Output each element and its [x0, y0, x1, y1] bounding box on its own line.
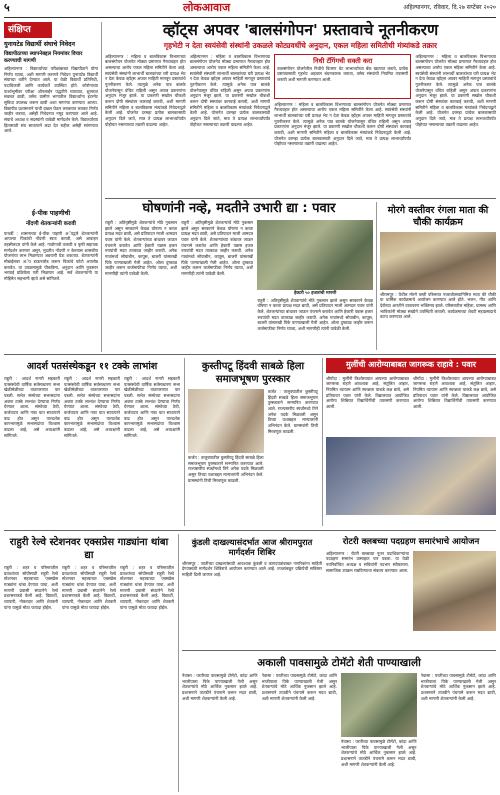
ghoshana-body-col2: राहुरी : अतिवृष्टीमुळे शेतकऱ्यांचे मोठे नुकसान झाले असून सरकारने केवळ घोषणा न करता प्रत्यक्ष मदत द्यावी, असे प्रतिपादन माजी आमदार पवार यांनी केले. शेतकऱ्यांच्या बांधावर जाऊन पंचनामे करावेत आणि हेक्टरी पन्नास हजार रुपयांची मदत तात्काळ जाहीर करावी. अनेक गावांमध्ये सोयाबीन, कापूस, बाजरी यांसारखी पिके पाण्याखाली गेली आहेत. ओला दुष्काळ जाहीर करून कर्जमाफीचा निर्णय घ्यावा, अशी मागणीही त्यांनी यावेळी केली.	[181, 219, 254, 276]
kustipatu-story	[188, 358, 318, 521]
adarsh-story	[4, 358, 180, 518]
lead-body-col3: अहिल्यानगर : महिला व बालविकास विभागाच्या बालसंगोपन योजनेत मोठ्या प्रमाणात गैरव्यवहार होत असल्याचा आरोप एकल महिला समितीने केला आहे. स्वयंसेवी संस्थांनी लाभार्थी बालकांच्या घरी प्रत्यक्ष भेट न देता केवळ व्हॉट्स अपवर माहिती मागवून प्रस्तावांचे नूतनीकरण केले. त्यामुळे अनेक पात्र बालके योजनेपासून वंचित राहिली असून अपात्र प्रकरणांना अनुदान मंजूर झाले. या प्रकरणी सखोल चौकशी करून दोषी संस्थांवर कारवाई करावी, अशी मागणी समितीने महिला व बालविकास मंत्र्यांकडे निवेदनाद्वारे केली आहे. योजनेत दरमहा प्रत्येक बालकासाठी अनुदान दिले जाते, मात्र ते प्रत्यक्ष लाभार्थ्यांपर्यंत पोहोचत नसल्याच्या तक्रारी वाढल्या आहेत.	[274, 101, 412, 147]
kundali-headline: कुंडली दाखल्यासंदर्भात आज श्रीरामपुरात मार्गदर्शन शिबिर	[191, 537, 313, 558]
kustipatu-body-a: कर्जत : तालुक्यातील कुस्तीपटू हिंदवी साबळे हिला समाजभूषण पुरस्काराने सन्मानित करण्यात आले. राज्यस्तरीय स्पर्धांमध्ये तिने अनेक पदके मिळवली असून तिच्या यशाबद्दल मान्यवरांनी अभिनंदन केले. ग्रामस्थांनी तिची मिरवणूक काढली.	[188, 455, 264, 483]
mulinchi-band-headline: मुलींची आरोग्याबाबत जागरूक राहावे : पवार	[326, 358, 496, 373]
ghoshana-story	[105, 202, 373, 344]
rotary-body-col1: अहिल्यानगर : रोटरी क्लबच्या नूतन पदाधिकाऱ्यांचा पदग्रहण समारंभ उत्साहात पार पडला. या वेळी नवनिर्वाचित अध्यक्ष व सचिवांनी पदभार स्वीकारला. सामाजिक उपक्रम राबविण्याचा संकल्प करण्यात आला.	[326, 550, 409, 573]
rahuri-headline: राहुरी रेल्वे स्टेशनवर एक्सप्रेस गाड्यांना थांबा द्या	[9, 537, 169, 561]
mata-chowki-photo	[380, 232, 496, 290]
mulinchi-story	[326, 358, 496, 515]
lead-story	[105, 22, 496, 170]
akalo-story	[182, 654, 496, 791]
morge-story	[380, 202, 496, 352]
box-title: निधी टॅगिंगची सक्ती करा	[313, 56, 373, 65]
mulinchi-body-col2: श्रीगोंदा : मुलींनी किशोरवयात आपल्या आरोग्याबाबत जागरूक राहणे आवश्यक आहे, संतुलित आहार, नियमित व्यायाम आणि स्वच्छता याकडे लक्ष द्यावे, असे प्रतिपादन पवार यांनी केले. विद्यालयात आयोजित आरोग्य शिबिरात विद्यार्थिनींची तपासणी करण्यात आली.	[413, 375, 496, 410]
edition-date: अहिल्यानगर, रविवार, दि.२७ सप्टेंबर २०२०	[403, 4, 496, 12]
flood-field-photo	[257, 220, 373, 290]
box-body: बालसंगोपन योजनेतील निधीचे वितरण थेट लाभार्थ्यांच्या बँक खात्यात करावे, प्रत्येक प्रस्तावासाठी गृहभेट अहवाल बंधनकारक करावा, तसेच संस्थांची नियमित तपासणी करावी अशी मागणी करण्यात आली.	[277, 65, 409, 82]
rahuri-body-col1: राहुरी : शहर व परिसरातील प्रवाशांच्या सोयीसाठी राहुरी रेल्वे स्टेशनवर महत्त्वाच्या एक्सप्रेस गाड्यांना थांबा देण्यात यावा, अशी मागणी प्रवासी संघटनेने रेल्वे प्रशासनाकडे केली आहे. विद्यार्थी, व्यापारी, नोकरदार आणि शेतकरी यांना यामुळे मोठा फायदा होईल.	[4, 565, 58, 610]
tomato-field-photo	[341, 673, 417, 737]
lead-body-col4: अहिल्यानगर : महिला व बालविकास विभागाच्या बालसंगोपन योजनेत मोठ्या प्रमाणात गैरव्यवहार होत असल्याचा आरोप एकल महिला समितीने केला आहे. स्वयंसेवी संस्थांनी लाभार्थी बालकांच्या घरी प्रत्यक्ष भेट न देता केवळ व्हॉट्स अपवर माहिती मागवून प्रस्तावांचे नूतनीकरण केले. त्यामुळे अनेक पात्र बालके योजनेपासून वंचित राहिली असून अपात्र प्रकरणांना अनुदान मंजूर झाले. या प्रकरणी सखोल चौकशी करून दोषी संस्थांवर कारवाई करावी, अशी मागणी समितीने महिला व बालविकास मंत्र्यांकडे निवेदनाद्वारे केली आहे. योजनेत दरमहा प्रत्येक बालकासाठी अनुदान दिले जाते, मात्र ते प्रत्यक्ष लाभार्थ्यांपर्यंत पोहोचत नसल्याच्या तक्रारी वाढल्या आहेत.	[415, 53, 496, 127]
brief2-body: पाथर्डी : शासनाच्या ई-पीक पाहणी अॅपद्वारे शेतकऱ्यांनी आपल्या पिकांची नोंदणी स्वतः करावी, असे आवाहन तहसीलदार यांनी केले आहे. गावोगावी तलाठी व कृषी सहायक मार्गदर्शन करणार असून, मुदतीत नोंदणी न केल्यास शासकीय योजनांचा लाभ मिळण्यात अडचणी येऊ शकतात. शेतकऱ्यांनी मोबाईलवर अॅप डाऊनलोड करून पिकांचे फोटो अपलोड करावेत. या उपक्रमामुळे पीकविमा, अनुदान आणि नुकसान भरपाई प्रक्रियेला गती मिळणार आहे. सर्व शेतकऱ्यांनी या मोहिमेत सहभागी व्हावे असे सांगितले.	[4, 230, 98, 281]
brief-label: संक्षिप्त	[4, 22, 52, 38]
kustipatu-body-b: कर्जत : तालुक्यातील कुस्तीपटू हिंदवी साबळे हिला समाजभूषण पुरस्काराने सन्मानित करण्यात आले. राज्यस्तरीय स्पर्धांमध्ये तिने अनेक पदके मिळवली असून तिच्या यशाबद्दल मान्यवरांनी अभिनंदन केले. ग्रामस्थांनी तिची मिरवणूक काढली.	[267, 389, 318, 434]
rotary-photo	[413, 551, 496, 631]
health-camp-photo	[326, 437, 496, 515]
kustipatu-headline: कुस्तीपटू हिंदवी साबळे हिला समाजभूषण पुरस्कार	[201, 361, 305, 385]
akalo-body-col3: नेवासा : परतीच्या पावसामुळे टोमॅटो, कांदा आणि भाजीपाला पिके पाण्याखाली गेली असून शेतकऱ्यांचे मोठे आर्थिक नुकसान झाले आहे. प्रशासनाने तातडीने पंचनामे करून मदत द्यावी, अशी मागणी शेतकऱ्यांनी केली आहे.	[341, 739, 417, 767]
ghoshana-body-col3: राहुरी : अतिवृष्टीमुळे शेतकऱ्यांचे मोठे नुकसान झाले असून सरकारने केवळ घोषणा न करता प्रत्यक्ष मदत द्यावी, असे प्रतिपादन माजी आमदार पवार यांनी केले. शेतकऱ्यांच्या बांधावर जाऊन पंचनामे करावेत आणि हेक्टरी पन्नास हजार रुपयांची मदत तात्काळ जाहीर करावी. अनेक गावांमध्ये सोयाबीन, कापूस, बाजरी यांसारखी पिके पाण्याखाली गेली आहेत. ओला दुष्काळ जाहीर करून कर्जमाफीचा निर्णय घ्यावा, अशी मागणीही त्यांनी यावेळी केली.	[257, 297, 373, 332]
brief1-sub: विद्यापीठाच्या स्थापनेबद्दल नियमांवर विचार करण्याची मागणी	[4, 51, 83, 64]
akalo-body-col2: नेवासा : परतीच्या पावसामुळे टोमॅटो, कांदा आणि भाजीपाला पिके पाण्याखाली गेली असून शेतकऱ्यांचे मोठे आर्थिक नुकसान झाले आहे. प्रशासनाने तातडीने पंचनामे करून मदत द्यावी, अशी मागणी शेतकऱ्यांनी केली आहे.	[261, 673, 337, 701]
mulinchi-body-col1: श्रीगोंदा : मुलींनी किशोरवयात आपल्या आरोग्याबाबत जागरूक राहणे आवश्यक आहे, संतुलित आहार, नियमित व्यायाम आणि स्वच्छता याकडे लक्ष द्यावे, असे प्रतिपादन पवार यांनी केले. विद्यालयात आयोजित आरोग्य शिबिरात विद्यार्थिनींची तपासणी करण्यात आली.	[326, 375, 409, 410]
rahuri-body-col3: राहुरी : शहर व परिसरातील प्रवाशांच्या सोयीसाठी राहुरी रेल्वे स्टेशनवर महत्त्वाच्या एक्सप्रेस गाड्यांना थांबा देण्यात यावा, अशी मागणी प्रवासी संघटनेने रेल्वे प्रशासनाकडे केली आहे. विद्यार्थी, व्यापारी, नोकरदार आणि शेतकरी यांना यामुळे मोठा फायदा होईल.	[120, 565, 174, 610]
morge-headline: मोरगे वस्तीवर रंगला माता की चौकी कार्यक्रम	[387, 205, 489, 228]
kundali-body: श्रीरामपूर : जातीच्या दाखल्यांसाठी आवश्यक कुंडली व कागदपत्रांबाबत नागरिकांना माहिती देण्यासाठी मार्गदर्शन शिबिराचे आयोजन करण्यात आले आहे. तज्ज्ञांकडून प्रक्रियेची सविस्तर माहिती दिली जाणार आहे.	[182, 560, 322, 577]
adarsh-body-col1: राहुरी : आदर्श नागरी सहकारी पतसंस्थेची वार्षिक सर्वसाधारण सभा खेळीमेळीच्या वातावरणात पार पडली. सभेत संस्थेच्या सभासदांना अकरा टक्के लाभांश देण्याचा निर्णय घेण्यात आला. संस्थेच्या ठेवी, कर्जवाटप आणि नफा यात सातत्याने वाढ होत असून पारदर्शक कारभारामुळे सभासदांचा विश्वास वाढला आहे, असे अध्यक्षांनी सांगितले.	[4, 375, 60, 438]
akalo-body-col4: नेवासा : परतीच्या पावसामुळे टोमॅटो, कांदा आणि भाजीपाला पिके पाण्याखाली गेली असून शेतकऱ्यांचे मोठे आर्थिक नुकसान झाले आहे. प्रशासनाने तातडीने पंचनामे करून मदत द्यावी, अशी मागणी शेतकऱ्यांनी केली आहे.	[420, 673, 496, 701]
ghoshana-body-col1: राहुरी : अतिवृष्टीमुळे शेतकऱ्यांचे मोठे नुकसान झाले असून सरकारने केवळ घोषणा न करता प्रत्यक्ष मदत द्यावी, असे प्रतिपादन माजी आमदार पवार यांनी केले. शेतकऱ्यांच्या बांधावर जाऊन पंचनामे करावेत आणि हेक्टरी पन्नास हजार रुपयांची मदत तात्काळ जाहीर करावी. अनेक गावांमध्ये सोयाबीन, कापूस, बाजरी यांसारखी पिके पाण्याखाली गेली आहेत. ओला दुष्काळ जाहीर करून कर्जमाफीचा निर्णय घ्यावा, अशी मागणीही त्यांनी यावेळी केली.	[105, 219, 178, 276]
lead-side-box	[274, 54, 411, 99]
lead-subheadline: गृहभेटी न देता स्वयंसेवी संस्थांनी उकळले कोट्यवधींचे अनुदान, एकल महिला समितीची मंत्र्यांकडे तक्रार	[163, 40, 438, 50]
rotary-story	[326, 534, 496, 631]
ghoshana-headline: घोषणांनी नव्हे, मदतीने उभारी द्या : पवार	[142, 201, 336, 216]
lead-headline: व्हॉट्स अपवर 'बालसंगोपन' प्रस्तावाचे नूतनीकरण	[162, 21, 439, 39]
brief2-sub: नोंदणी शेतकऱ्यांनी करावी	[26, 220, 76, 227]
lead-body-col1: अहिल्यानगर : महिला व बालविकास विभागाच्या बालसंगोपन योजनेत मोठ्या प्रमाणात गैरव्यवहार होत असल्याचा आरोप एकल महिला समितीने केला आहे. स्वयंसेवी संस्थांनी लाभार्थी बालकांच्या घरी प्रत्यक्ष भेट न देता केवळ व्हॉट्स अपवर माहिती मागवून प्रस्तावांचे नूतनीकरण केले. त्यामुळे अनेक पात्र बालके योजनेपासून वंचित राहिली असून अपात्र प्रकरणांना अनुदान मंजूर झाले. या प्रकरणी सखोल चौकशी करून दोषी संस्थांवर कारवाई करावी, अशी मागणी समितीने महिला व बालविकास मंत्र्यांकडे निवेदनाद्वारे केली आहे. योजनेत दरमहा प्रत्येक बालकासाठी अनुदान दिले जाते, मात्र ते प्रत्यक्ष लाभार्थ्यांपर्यंत पोहोचत नसल्याच्या तक्रारी वाढल्या आहेत.	[105, 53, 186, 127]
kundali-story	[182, 534, 322, 643]
morge-body: श्रीरामपूर : येथील मोरगे वस्ती परिसरात नवरात्रोत्सवानिमित्त माता की चौकी या धार्मिक कार्यक्रमाचे आयोजन करण्यात आले होते. भजन, गीत आणि देवीच्या आरतीने वातावरण भक्तिमय झाले. परिसरातील महिला, ग्रामस्थ आणि भाविकांनी मोठ्या संख्येने उपस्थिती लावली. कार्यक्रमाच्या शेवटी महाप्रसादाचे वाटप करण्यात आले.	[380, 291, 496, 320]
akalo-headline: अकाली पावसामुळे टोमॅटो शेती पाण्याखाली	[257, 657, 421, 669]
rahuri-body-col2: राहुरी : शहर व परिसरातील प्रवाशांच्या सोयीसाठी राहुरी रेल्वे स्टेशनवर महत्त्वाच्या एक्सप्रेस गाड्यांना थांबा देण्यात यावा, अशी मागणी प्रवासी संघटनेने रेल्वे प्रशासनाकडे केली आहे. विद्यार्थी, व्यापारी, नोकरदार आणि शेतकरी यांना यामुळे मोठा फायदा होईल.	[62, 565, 116, 610]
rotary-headline: रोटरी क्लबच्या पदग्रहण समारंभाचे आयोजन	[342, 537, 480, 547]
page-number: ५	[4, 1, 10, 15]
rahuri-story	[4, 534, 174, 791]
award-photo	[188, 389, 264, 453]
brief-sidebar	[4, 22, 102, 352]
adarsh-headline: आदर्श पतसंस्थेकडून ११ टक्के लाभांश	[26, 361, 158, 372]
lead-body-col2: अहिल्यानगर : महिला व बालविकास विभागाच्या बालसंगोपन योजनेत मोठ्या प्रमाणात गैरव्यवहार होत असल्याचा आरोप एकल महिला समितीने केला आहे. स्वयंसेवी संस्थांनी लाभार्थी बालकांच्या घरी प्रत्यक्ष भेट न देता केवळ व्हॉट्स अपवर माहिती मागवून प्रस्तावांचे नूतनीकरण केले. त्यामुळे अनेक पात्र बालके योजनेपासून वंचित राहिली असून अपात्र प्रकरणांना अनुदान मंजूर झाले. या प्रकरणी सखोल चौकशी करून दोषी संस्थांवर कारवाई करावी, अशी मागणी समितीने महिला व बालविकास मंत्र्यांकडे निवेदनाद्वारे केली आहे. योजनेत दरमहा प्रत्येक बालकासाठी अनुदान दिले जाते, मात्र ते प्रत्यक्ष लाभार्थ्यांपर्यंत पोहोचत नसल्याच्या तक्रारी वाढल्या आहेत.	[189, 53, 271, 127]
akalo-body-col1: नेवासा : परतीच्या पावसामुळे टोमॅटो, कांदा आणि भाजीपाला पिके पाण्याखाली गेली असून शेतकऱ्यांचे मोठे आर्थिक नुकसान झाले आहे. प्रशासनाने तातडीने पंचनामे करून मदत द्यावी, अशी मागणी शेतकऱ्यांनी केली आहे.	[182, 673, 258, 701]
masthead	[4, 0, 496, 18]
adarsh-body-col2: राहुरी : आदर्श नागरी सहकारी पतसंस्थेची वार्षिक सर्वसाधारण सभा खेळीमेळीच्या वातावरणात पार पडली. सभेत संस्थेच्या सभासदांना अकरा टक्के लाभांश देण्याचा निर्णय घेण्यात आला. संस्थेच्या ठेवी, कर्जवाटप आणि नफा यात सातत्याने वाढ होत असून पारदर्शक कारभारामुळे सभासदांचा विश्वास वाढला आहे, असे अध्यक्षांनी सांगितले.	[64, 375, 120, 438]
brief2-headline: ई-पीक पाहणीची	[31, 210, 71, 217]
ghoshana-caption: हेक्टरी ५० हजारांची मागणी	[294, 290, 337, 296]
brief1-headline: युनायटेड विद्यार्थी संघाचे निवेदन	[4, 41, 76, 49]
brief1-body: अहिल्यानगर : विद्यार्थ्यांच्या परीक्षांबाबत विद्यापीठाने योग्य निर्णय घ्यावा, अशी मागणी करणारे निवेदन युनायटेड विद्यार्थी संघाच्या वतीने देण्यात आले. या वेळी विद्यार्थी प्रतिनिधी, पदाधिकारी आणि कार्यकर्ते उपस्थित होते. कोरोनाच्या पार्श्वभूमीवर परीक्षा ऑनलाईन पद्धतीने घ्याव्यात, शुल्कात सवलत द्यावी, तसेच ग्रामीण भागातील विद्यार्थ्यांना इंटरनेट सुविधा उपलब्ध करून द्यावी अशा मागण्या करण्यात आल्या. विद्यापीठ प्रशासनाने याची दखल घेऊन लवकरात लवकर निर्णय जाहीर करावा, असेही निवेदनात नमूद करण्यात आले आहे. संघाचे अध्यक्ष व सदस्यांनी यावेळी मार्गदर्शन केले. विद्यार्थ्यांच्या हितासाठी संघ सातत्याने लढा देत राहील असेही सांगण्यात आले.	[4, 66, 98, 134]
newspaper-logo: लोकआवाज	[183, 1, 231, 15]
adarsh-body-col3: राहुरी : आदर्श नागरी सहकारी पतसंस्थेची वार्षिक सर्वसाधारण सभा खेळीमेळीच्या वातावरणात पार पडली. सभेत संस्थेच्या सभासदांना अकरा टक्के लाभांश देण्याचा निर्णय घेण्यात आला. संस्थेच्या ठेवी, कर्जवाटप आणि नफा यात सातत्याने वाढ होत असून पारदर्शक कारभारामुळे सभासदांचा विश्वास वाढला आहे, असे अध्यक्षांनी सांगितले.	[124, 375, 180, 438]
